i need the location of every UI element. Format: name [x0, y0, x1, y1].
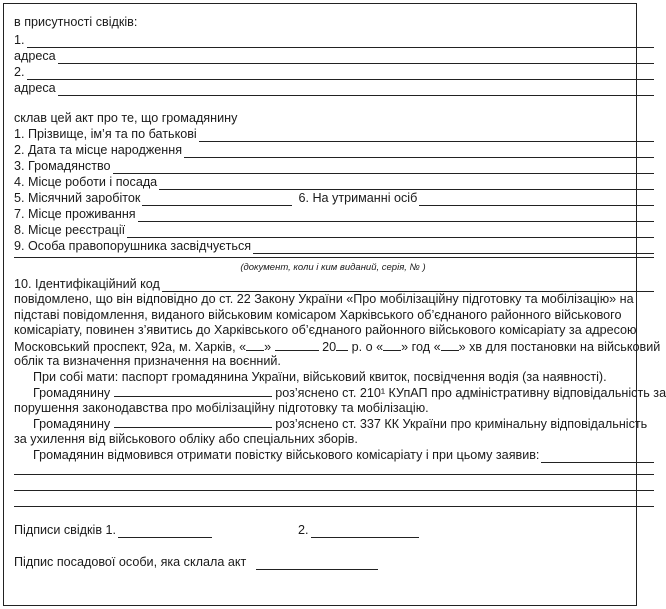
hour-field[interactable]: [383, 339, 401, 351]
official-signature-row: Підпис посадової особи, яка склала акт: [14, 554, 380, 570]
body-line: за ухилення від військового обліку або спеціальних зборів.: [14, 431, 358, 446]
month-field[interactable]: [275, 339, 319, 351]
field-9-row: 9. Особа правопорушника засвідчується: [14, 238, 654, 254]
registration-field[interactable]: [127, 226, 654, 238]
act-intro: склав цей акт про те, що громадянину: [14, 111, 238, 125]
residence-field[interactable]: [138, 210, 654, 222]
day-field[interactable]: [246, 339, 264, 351]
birth-date-place-field[interactable]: [184, 146, 654, 158]
witness-1-row: 1.: [14, 32, 654, 48]
refusal-row: Громадянин відмовився отримати повістку військового комісаріату і при цьому заявив:: [14, 447, 654, 463]
statement-line-2[interactable]: [14, 474, 654, 475]
tax-id-field[interactable]: [162, 280, 654, 292]
identity-document-field[interactable]: [253, 242, 654, 254]
field-10-row: 10. Ідентифікаційний код: [14, 276, 654, 292]
body-line: При собі мати: паспорт громадянина України, військовий квиток, посвідчення водія (за наявності).: [33, 369, 607, 384]
body-line-criminal: Громадянину роз’яснено ст. 337 КК України про кримінальну відповідальність: [33, 417, 648, 431]
field-2-row: 2. Дата та місце народження: [14, 142, 654, 158]
witness-1-address-field[interactable]: [58, 52, 654, 64]
witnesses-heading: в присутності свідків:: [14, 15, 138, 29]
witness-2-row: 2.: [14, 64, 654, 80]
full-name-field[interactable]: [199, 130, 654, 142]
year-field[interactable]: [336, 339, 348, 351]
body-line: комісаріату, повинен з’явитись до Харківського об’єднаного районного військового комісаріату за адресою: [14, 323, 637, 337]
body-line: порушення законодавства про мобілізаційну підготовку та мобілізацію.: [14, 400, 429, 415]
field-7-row: 7. Місце проживання: [14, 206, 654, 222]
dependents-field[interactable]: [419, 194, 654, 206]
witness-2-signature-field[interactable]: [311, 526, 419, 538]
body-line: підставі повідомлення, виданого військовим комісаром Харківського об’єднаного районного військового: [14, 307, 622, 322]
monthly-income-field[interactable]: [142, 194, 292, 206]
document-caption: (документ, коли і ким виданий, серія, № ): [240, 262, 426, 273]
citizen-name-criminal-field[interactable]: [114, 416, 272, 428]
witness-signatures-row: Підписи свідків 1. 2.: [14, 522, 421, 538]
citizen-name-admin-field[interactable]: [114, 385, 272, 397]
statement-line-4[interactable]: [14, 506, 654, 507]
witness-1-address-row: адреса: [14, 48, 654, 64]
witness-1-field[interactable]: [27, 36, 654, 48]
witness-2-address-field[interactable]: [58, 84, 654, 96]
body-line-date: Московський проспект, 92а, м. Харків, « » 20 р. о « » год « » хв для постановки на військовий: [14, 339, 661, 354]
witness-2-field[interactable]: [27, 68, 654, 80]
field-8-row: 8. Місце реєстрації: [14, 222, 654, 238]
field-3-row: 3. Громадянство: [14, 158, 654, 174]
witness-2-address-row: адреса: [14, 80, 654, 96]
witness-1-signature-field[interactable]: [118, 526, 212, 538]
field-5-6-row: 5. Місячний заробіток 6. На утриманні осіб: [14, 190, 654, 206]
body-line: облік та визначення призначення на воєнний.: [14, 354, 281, 368]
statement-field[interactable]: [541, 451, 654, 463]
body-line: повідомлено, що він відповідно до ст. 22 Закону України «Про мобілізаційну підготовку та мобілізацію» на: [14, 292, 634, 306]
minute-field[interactable]: [441, 339, 459, 351]
official-signature-field[interactable]: [256, 558, 378, 570]
identity-document-line-2[interactable]: [14, 257, 654, 258]
body-line-admin: Громадянину роз’яснено ст. 210¹ КУпАП про адміністративну відповідальність за: [33, 386, 666, 400]
field-1-row: 1. Прізвище, ім’я та по батькові: [14, 126, 654, 142]
workplace-field[interactable]: [159, 178, 654, 190]
field-4-row: 4. Місце роботи і посада: [14, 174, 654, 190]
citizenship-field[interactable]: [113, 162, 654, 174]
statement-line-3[interactable]: [14, 490, 654, 491]
